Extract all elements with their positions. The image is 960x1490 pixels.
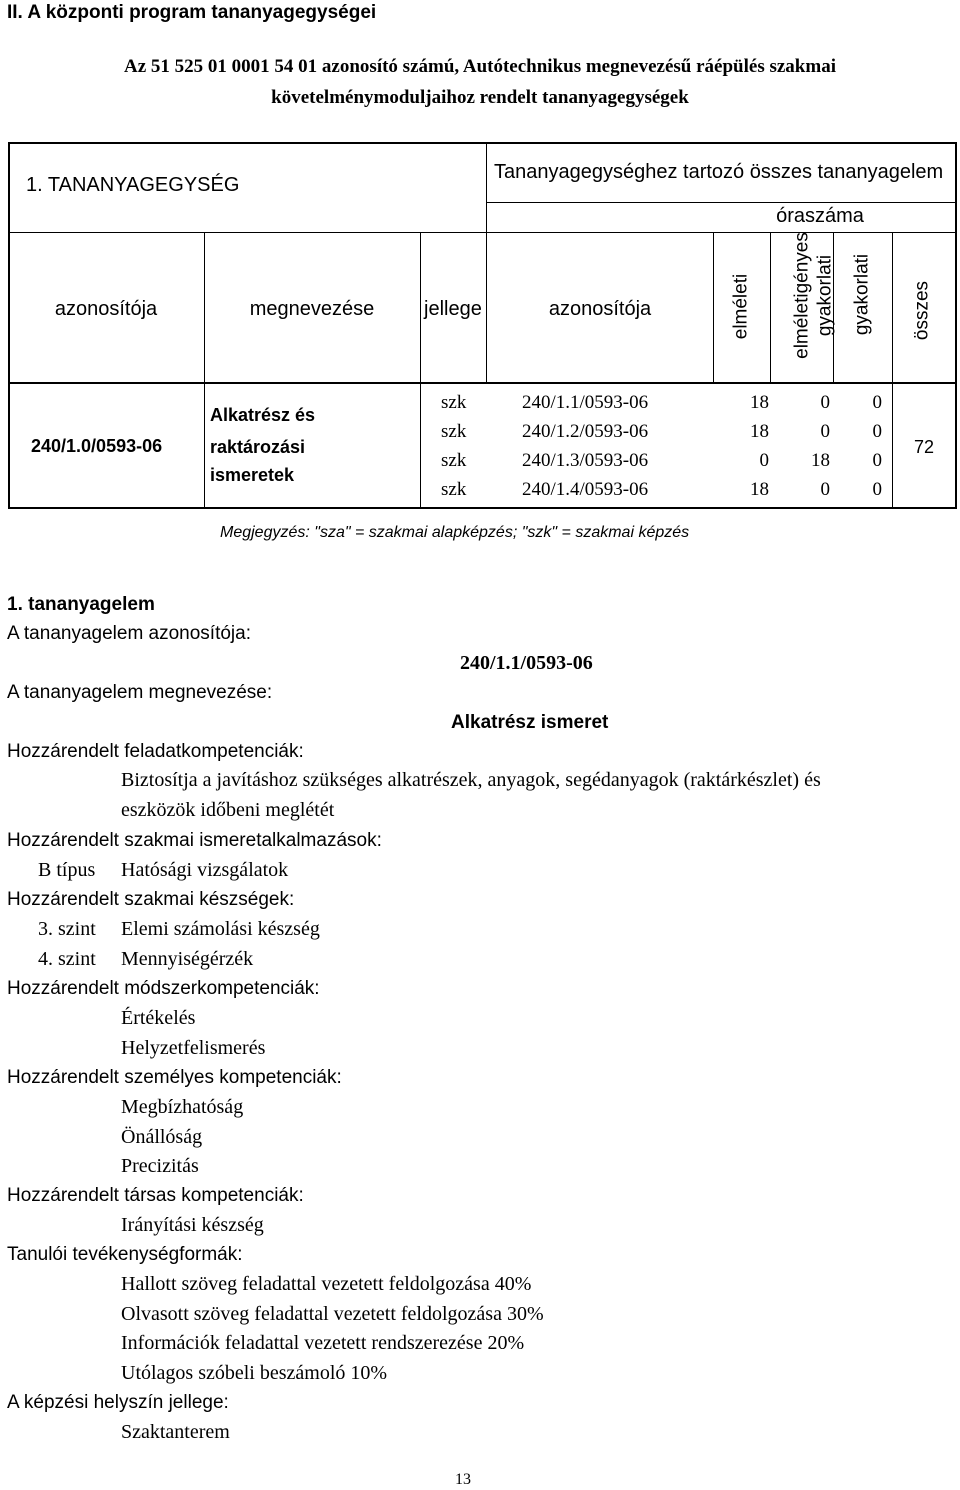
row-theory-practice: 0: [820, 392, 830, 413]
row-theory-practice: 0: [820, 479, 830, 500]
social-item: Irányítási készség: [121, 1214, 264, 1236]
elements-header: Tananyagegységhez tartozó összes tananyagelem: [494, 161, 944, 183]
method-label: Hozzárendelt módszerkompetenciák:: [7, 978, 320, 999]
unit-name-3: ismeretek: [210, 465, 295, 485]
row-type: szk: [441, 421, 467, 442]
row-practice: 0: [872, 479, 882, 500]
activity-item: Olvasott szöveg feladattal vezetett feldolgozása 30%: [121, 1303, 544, 1325]
location-value: Szaktanterem: [121, 1421, 230, 1443]
col-total: összes: [911, 280, 933, 341]
method-item: Helyzetfelismerés: [121, 1037, 266, 1059]
col-theory-practice-2: gyakorlati: [814, 254, 836, 337]
element-id-label: A tananyagelem azonosítója:: [7, 623, 252, 644]
element-name-value: Alkatrész ismeret: [451, 712, 609, 733]
personal-label: Hozzárendelt személyes kompetenciák:: [7, 1067, 342, 1088]
row-practice: 0: [872, 450, 882, 471]
element-heading: 1. tananyagelem: [7, 594, 155, 615]
col-theory-practice-1: elméletigényes: [791, 232, 813, 359]
section-title: II. A központi program tananyagegységei: [7, 2, 377, 23]
intro-line-2: követelménymoduljaihoz rendelt tananyagegységek: [271, 87, 689, 108]
row-element-id: 240/1.3/0593-06: [522, 450, 649, 471]
hours-header: óraszáma: [776, 205, 864, 227]
unit-id: 240/1.0/0593-06: [31, 436, 163, 456]
unit-name-1: Alkatrész és: [210, 405, 316, 425]
tasks-line-2: eszközök időbeni meglétét: [121, 799, 335, 821]
row-type: szk: [441, 479, 467, 500]
col-element-id: azonosítója: [548, 298, 652, 320]
element-id-value: 240/1.1/0593-06: [460, 652, 593, 674]
row-element-id: 240/1.1/0593-06: [522, 392, 649, 413]
col-practice: gyakorlati: [851, 253, 873, 336]
unit-title: 1. TANANYAGEGYSÉG: [26, 174, 240, 196]
skill-level: 4. szint: [38, 948, 96, 970]
col-type: jellege: [424, 298, 482, 320]
location-label: A képzési helyszín jellege:: [7, 1392, 229, 1413]
total-hours: 72: [913, 437, 935, 457]
tasks-line-1: Biztosítja a javításhoz szükséges alkatrészek, anyagok, segédanyagok (raktárkészlet) és: [121, 769, 821, 791]
row-theory-practice: 0: [820, 421, 830, 442]
row-theory: 18: [750, 392, 769, 413]
row-element-id: 240/1.2/0593-06: [522, 421, 649, 442]
knowledge-label: Hozzárendelt szakmai ismeretalkalmazások:: [7, 830, 382, 851]
method-item: Értékelés: [121, 1007, 196, 1029]
row-element-id: 240/1.4/0593-06: [522, 479, 649, 500]
table-note: Megjegyzés: "sza" = szakmai alapképzés; "szk" = szakmai képzés: [220, 524, 690, 541]
unit-name-2: raktározási: [210, 437, 306, 457]
skills-label: Hozzárendelt szakmai készségek:: [7, 889, 295, 910]
col-unit-name: megnevezése: [249, 298, 375, 320]
row-type: szk: [441, 392, 467, 413]
social-label: Hozzárendelt társas kompetenciák:: [7, 1185, 304, 1206]
col-theory: elméleti: [730, 273, 752, 340]
activity-item: Információk feladattal vezetett rendszerezése 20%: [121, 1332, 525, 1354]
tasks-label: Hozzárendelt feladatkompetenciák:: [7, 741, 304, 762]
activity-item: Utólagos szóbeli beszámoló 10%: [121, 1362, 388, 1384]
col-unit-id: azonosítója: [54, 298, 158, 320]
row-practice: 0: [872, 421, 882, 442]
knowledge-value: Hatósági vizsgálatok: [121, 859, 289, 881]
row-theory: 18: [750, 479, 769, 500]
personal-item: Önállóság: [121, 1126, 203, 1148]
personal-item: Precizitás: [121, 1155, 199, 1177]
personal-item: Megbízhatóság: [121, 1096, 244, 1118]
skill-level: 3. szint: [38, 918, 96, 940]
row-type: szk: [441, 450, 467, 471]
skill-value: Elemi számolási készség: [121, 918, 320, 940]
intro-line-1: Az 51 525 01 0001 54 01 azonosító számú, Autótechnikus megnevezésű ráépülés szakmai: [124, 56, 836, 77]
row-theory: 18: [750, 421, 769, 442]
activities-label: Tanulói tevékenységformák:: [7, 1244, 243, 1265]
skill-value: Mennyiségérzék: [121, 948, 254, 970]
element-name-label: A tananyagelem megnevezése:: [7, 682, 273, 703]
row-practice: 0: [872, 392, 882, 413]
page-number: 13: [455, 1471, 471, 1488]
row-theory: 0: [759, 450, 769, 471]
knowledge-level: B típus: [38, 859, 96, 881]
activity-item: Hallott szöveg feladattal vezetett feldolgozása 40%: [121, 1273, 532, 1295]
row-theory-practice: 18: [811, 450, 830, 471]
